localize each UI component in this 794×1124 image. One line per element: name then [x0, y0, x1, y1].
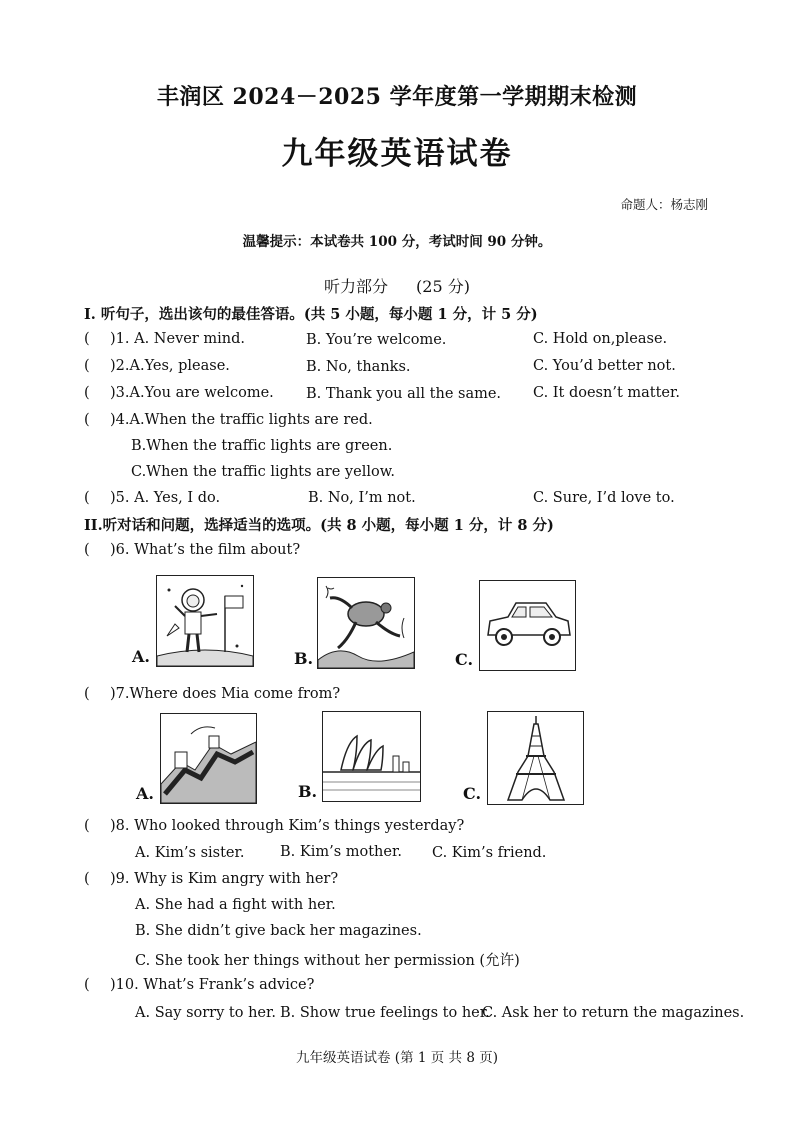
exam-title-line1: 丰润区 2024－2025 学年度第一学期期末检测	[156, 84, 638, 110]
question-text: )6. What’s the film about?	[110, 542, 301, 558]
part2-heading: II.听对话和问题，选择适当的选项。(共 8 小题，每小题 1 分，计 8 分)	[84, 517, 554, 534]
answer-paren[interactable]: (	[84, 385, 90, 401]
answer-paren[interactable]: (	[84, 412, 90, 428]
question-9	[84, 871, 338, 887]
astronaut-picture[interactable]	[156, 575, 254, 667]
question-number: )3.	[110, 385, 130, 401]
question-8	[84, 818, 464, 834]
eiffel-tower-picture[interactable]	[487, 711, 584, 805]
answer-paren[interactable]: (	[84, 818, 90, 834]
answer-paren[interactable]: (	[84, 686, 90, 702]
q7-label-c: C.	[463, 784, 482, 803]
question-2	[84, 358, 230, 374]
q8-option-c: C. Kim’s friend.	[432, 845, 547, 861]
car-picture[interactable]	[479, 580, 576, 671]
option-a: A. Never mind.	[134, 331, 245, 347]
question-number: )1.	[110, 331, 130, 347]
option-a: A.Yes, please.	[129, 358, 230, 374]
question-text: )8. Who looked through Kim’s things yesterday?	[110, 818, 465, 834]
question-text: )7.Where does Mia come from?	[110, 686, 341, 702]
q2-option-c: C. You’d better not.	[533, 358, 676, 374]
q6-label-c: C.	[455, 650, 474, 669]
section-title	[0, 274, 794, 297]
q8-option-b: B. Kim’s mother.	[280, 844, 402, 860]
q1-option-c: C. Hold on,please.	[533, 331, 668, 347]
question-number: )4.	[110, 412, 130, 428]
q9-option-c: C. She took her things without her permission (允许)	[135, 953, 520, 969]
q10-option-a: A. Say sorry to her.	[135, 1005, 276, 1021]
q7-label-a: A.	[136, 784, 154, 803]
question-10	[84, 977, 314, 993]
section-name: 听力部分	[324, 277, 389, 296]
question-number: )2.	[110, 358, 130, 374]
great-wall-picture[interactable]	[160, 713, 257, 804]
question-6	[84, 542, 300, 558]
sea-turtle-picture[interactable]	[317, 577, 415, 669]
page-footer: 九年级英语试卷 (第 1 页 共 8 页)	[296, 1050, 498, 1066]
question-1	[84, 331, 245, 347]
q6-label-a: A.	[132, 647, 150, 666]
author: 命题人：杨志刚	[620, 197, 708, 212]
option-a: A. Yes, I do.	[134, 490, 221, 506]
option-a: A.When the traffic lights are red.	[129, 412, 373, 428]
q3-option-c: C. It doesn’t matter.	[533, 385, 680, 401]
q3-option-b: B. Thank you all the same.	[306, 386, 502, 402]
answer-paren[interactable]: (	[84, 331, 90, 347]
q5-option-c: C. Sure, I’d love to.	[533, 490, 675, 506]
answer-paren[interactable]: (	[84, 542, 90, 558]
option-a: A.You are welcome.	[129, 385, 274, 401]
section-score: (25 分)	[416, 277, 470, 296]
question-4	[84, 412, 373, 428]
exam-tip: 温馨提示：本试卷共 100 分，考试时间 90 分钟。	[242, 234, 552, 250]
part1-heading: I. 听句子，选出该句的最佳答语。(共 5 小题，每小题 1 分，计 5 分)	[84, 306, 538, 323]
question-5	[84, 490, 220, 506]
opera-house-picture[interactable]	[322, 711, 421, 802]
q5-option-b: B. No, I’m not.	[308, 490, 416, 506]
answer-paren[interactable]: (	[84, 977, 90, 993]
q4-option-c: C.When the traffic lights are yellow.	[131, 464, 396, 480]
q7-label-b: B.	[298, 782, 318, 801]
question-text: )10. What’s Frank’s advice?	[110, 977, 315, 993]
q10-option-c: C. Ask her to return the magazines.	[482, 1005, 745, 1021]
q6-label-b: B.	[294, 649, 314, 668]
answer-paren[interactable]: (	[84, 871, 90, 887]
question-7	[84, 686, 340, 702]
q9-option-b: B. She didn’t give back her magazines.	[135, 923, 422, 939]
q1-option-b: B. You’re welcome.	[306, 332, 447, 348]
q4-option-b: B.When the traffic lights are green.	[131, 438, 393, 454]
question-3	[84, 385, 274, 401]
exam-title-line2: 九年级英语试卷	[281, 136, 513, 172]
q8-option-a: A. Kim’s sister.	[135, 845, 245, 861]
question-text: )9. Why is Kim angry with her?	[110, 871, 339, 887]
q10-option-b: B. Show true feelings to her.	[280, 1005, 490, 1021]
q9-option-a: A. She had a fight with her.	[135, 897, 336, 913]
q2-option-b: B. No, thanks.	[306, 359, 411, 375]
answer-paren[interactable]: (	[84, 358, 90, 374]
answer-paren[interactable]: (	[84, 490, 90, 506]
question-number: )5.	[110, 490, 130, 506]
